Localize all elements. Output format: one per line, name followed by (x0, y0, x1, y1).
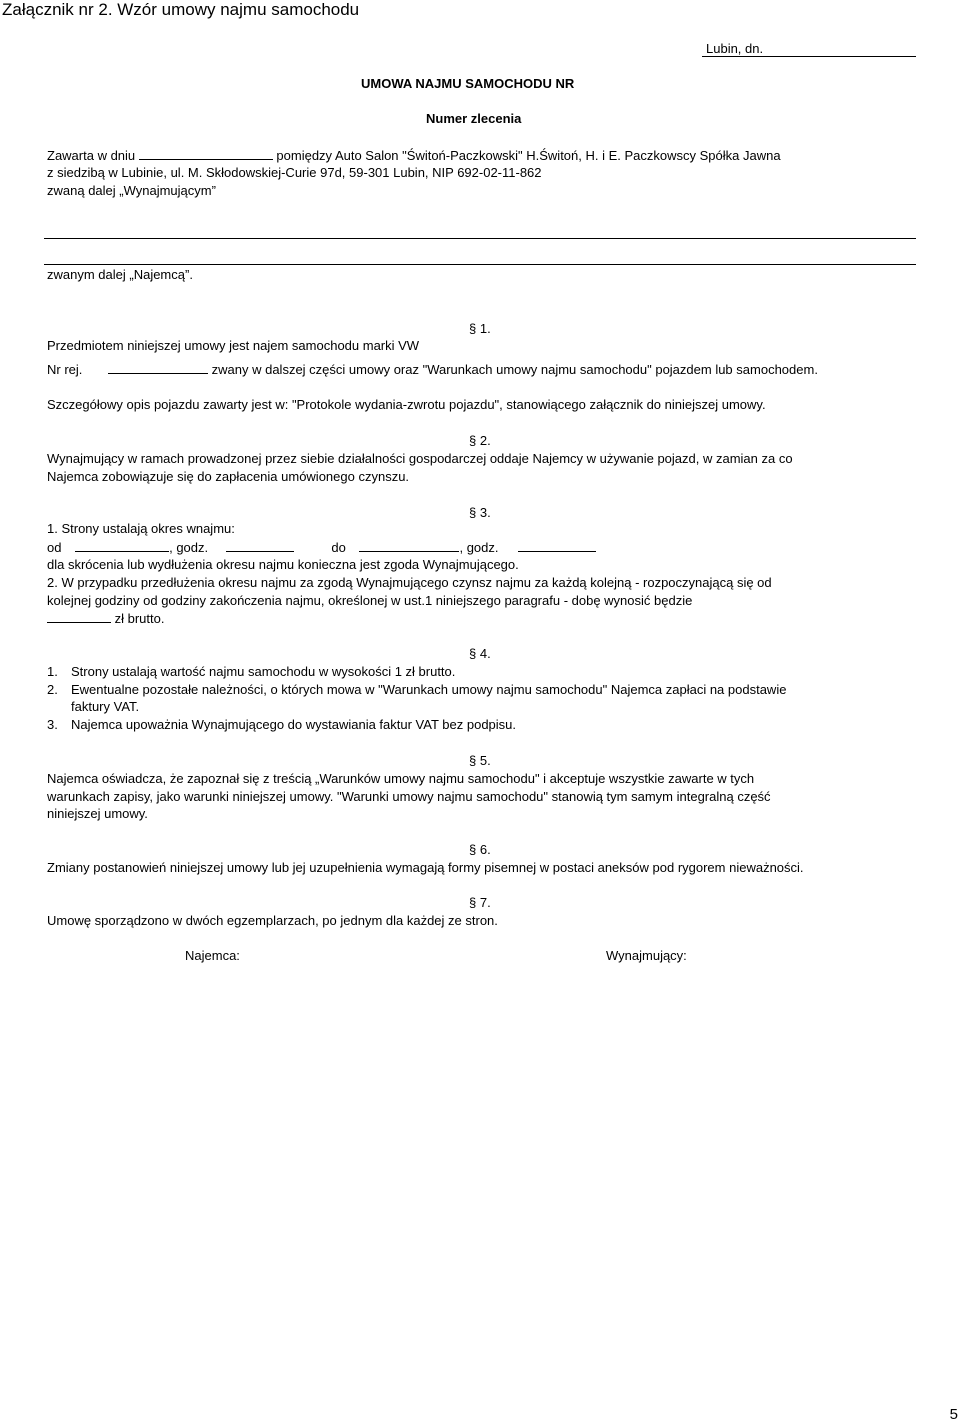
tenant-signature-label: Najemca: (185, 948, 240, 963)
s7-line-1: Umowę sporządzono w dwóch egzemplarzach, po jednym dla każdej ze stron. (47, 913, 498, 928)
section-3-heading: § 3. (469, 505, 491, 520)
price-unit-label: zł brutto. (114, 611, 165, 626)
section-6-heading: § 6. (469, 842, 491, 857)
s1-vehicle-definition: zwany w dalszej części umowy oraz "Warunkach umowy najmu samochodu" pojazdem lub samochodem. (211, 362, 818, 377)
order-number-label: Numer zlecenia (426, 111, 522, 126)
s4-item-1 (47, 663, 455, 681)
intro-line-3: zwaną dalej „Wynajmującym” (47, 183, 216, 198)
to-hour-label: , godz. (459, 540, 499, 555)
reg-number-field (108, 360, 208, 374)
s4-item-3 (47, 716, 516, 734)
section-1-heading: § 1. (469, 321, 491, 336)
date-line (702, 56, 916, 57)
page-number: 5 (949, 1406, 958, 1423)
s3-line-5: kolejnej godziny od godziny zakończenia najmu, określonej w ust.1 niniejszego paragrafu - dobę wynosić będzie (47, 593, 693, 608)
s1-line-1: Przedmiotem niniejszej umowy jest najem samochodu marki VW (47, 338, 420, 353)
s5-line-1: Najemca oświadcza, że zapoznał się z treścią „Warunków umowy najmu samochodu" i akceptuje wszystkie zawarte w tych (47, 771, 755, 786)
landlord-signature-label: Wynajmujący: (606, 948, 687, 963)
s3-line-1: 1. Strony ustalają okres wnajmu: (47, 521, 235, 536)
s3-line-2 (47, 538, 596, 557)
document-header: Załącznik nr 2. Wzór umowy najmu samochodu (2, 0, 360, 19)
s1-line-3: Szczegółowy opis pojazdu zawarty jest w: "Protokole wydania-zwrotu pojazdu", stanowiącego załącznik do niniejszej umowy. (47, 397, 766, 412)
place-date-label: Lubin, dn. (706, 41, 764, 56)
s3-line-4: 2. W przypadku przedłużenia okresu najmu za zgodą Wynajmującego czynsz najmu za każdą kolejną - rozpoczynającą się od (47, 575, 772, 590)
period-from-label: od (47, 540, 62, 555)
intro-line-2: z siedzibą w Lubinie, ul. M. Skłodowskiej-Curie 97d, 59-301 Lubin, NIP 692-02-11-862 (47, 165, 542, 180)
s1-line-2 (47, 360, 818, 379)
s4-item-2-cont: faktury VAT. (71, 699, 140, 714)
period-from-date-field (75, 538, 169, 552)
intro-parties: pomiędzy Auto Salon "Świtoń-Paczkowski" H.Świtoń, H. i E. Paczkowscy Spółka Jawna (276, 148, 781, 163)
intro-date-label: Zawarta w dniu (47, 148, 136, 163)
contract-date-field (139, 146, 273, 160)
s6-line-1: Zmiany postanowień niniejszej umowy lub jej uzupełnienia wymagają formy pisemnej w postaci aneksów pod rygorem nieważności. (47, 860, 804, 875)
contract-title: UMOWA NAJMU SAMOCHODU NR (361, 76, 575, 91)
tenant-label: zwanym dalej „Najemcą”. (47, 267, 193, 282)
s5-line-3: niniejszej umowy. (47, 806, 148, 821)
tenant-line-2 (44, 264, 916, 265)
list-item-text: Ewentualne pozostałe należności, o których mowa w "Warunkach umowy najmu samochodu" Najemca zapłaci na podstawie (71, 682, 787, 697)
from-hour-label: , godz. (169, 540, 209, 555)
section-5-heading: § 5. (469, 753, 491, 768)
s2-line-2: Najemca zobowiązuje się do zapłacenia umówionego czynszu. (47, 469, 410, 484)
period-to-label: do (331, 540, 346, 555)
period-to-date-field (359, 538, 459, 552)
s5-line-2: warunkach zapisy, jako warunki niniejszej umowy. "Warunki umowy najmu samochodu" stanowią tym samym integralną część (47, 789, 771, 804)
list-item-text: Najemca upoważnia Wynajmującego do wystawiania faktur VAT bez podpisu. (71, 717, 517, 732)
s4-item-2 (47, 681, 786, 699)
list-number: 3. (47, 717, 58, 732)
section-7-heading: § 7. (469, 895, 491, 910)
s3-line-6 (47, 609, 164, 628)
list-number: 2. (47, 682, 58, 697)
tenant-line-1 (44, 238, 916, 239)
section-2-heading: § 2. (469, 433, 491, 448)
section-4-heading: § 4. (469, 646, 491, 661)
s3-line-3: dla skrócenia lub wydłużenia okresu najmu konieczna jest zgoda Wynajmującego. (47, 557, 519, 572)
intro-line-1 (47, 146, 781, 165)
list-number: 1. (47, 664, 58, 679)
extension-price-field (47, 609, 111, 623)
period-from-hour-field (226, 538, 294, 552)
place-date (706, 40, 763, 58)
s2-line-1: Wynajmujący w ramach prowadzonej przez siebie działalności gospodarczej oddaje Najemcy w używanie pojazd, w zamian za co (47, 451, 793, 466)
period-to-hour-field (518, 538, 596, 552)
reg-number-label: Nr rej. (47, 362, 83, 377)
list-item-text: Strony ustalają wartość najmu samochodu w wysokości 1 zł brutto. (71, 664, 456, 679)
